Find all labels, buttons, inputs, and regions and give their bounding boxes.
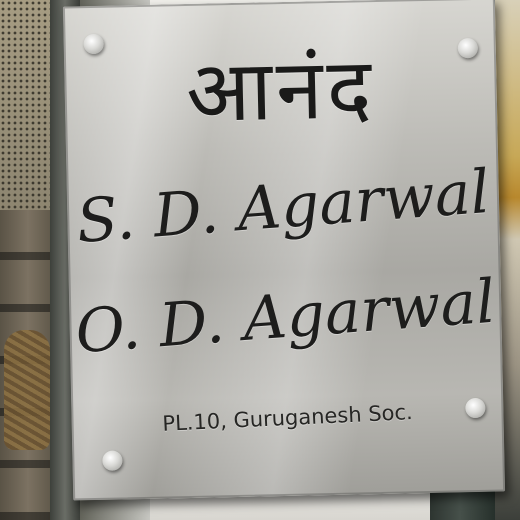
house-name-devanagari: आनंद (185, 39, 377, 142)
screw-bottom-left-icon (102, 450, 122, 470)
plot-address: PL.10, Guruganesh Soc. (161, 400, 414, 436)
steel-name-plate (63, 0, 505, 500)
coiled-rope (4, 330, 50, 450)
resident-name-2: O. D. Agarwal (73, 266, 498, 368)
resident-name-1: S. D. Agarwal (74, 156, 492, 258)
